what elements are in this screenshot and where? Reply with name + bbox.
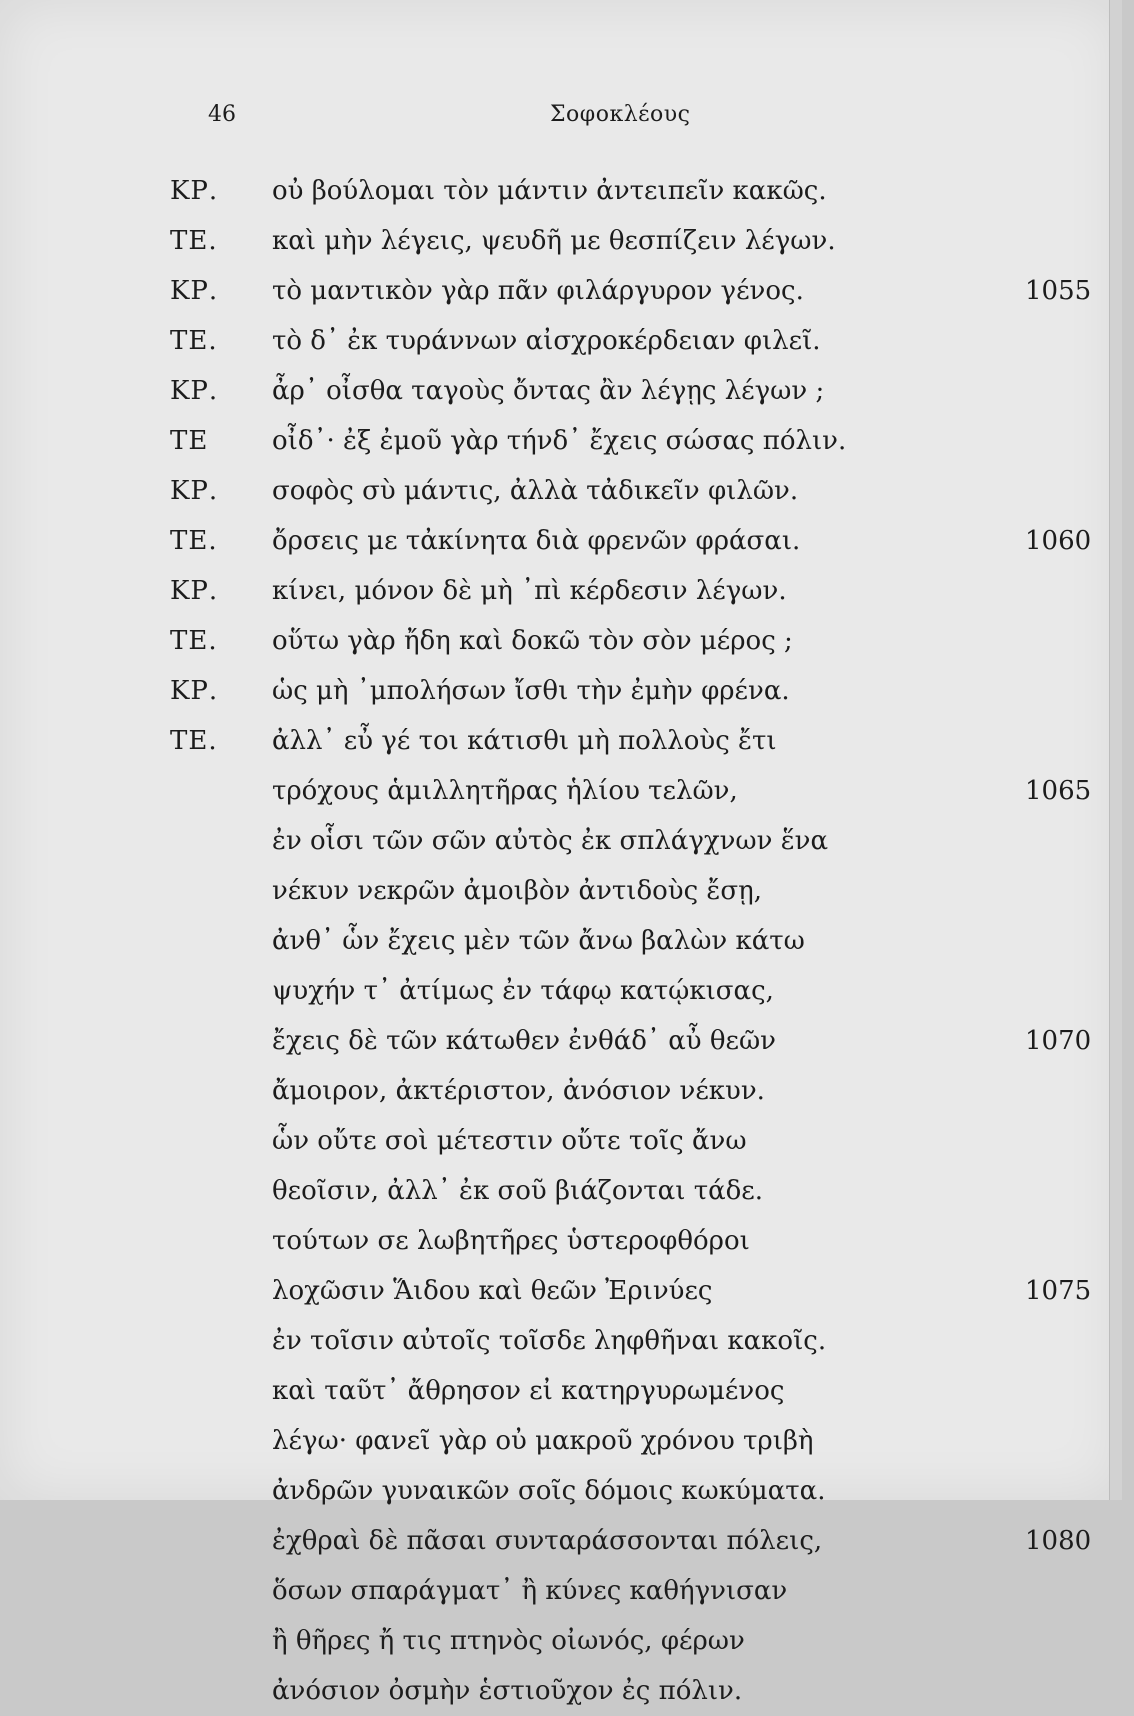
verse-text: ἐν τοῖσιν αὐτοῖς τοῖσδε ληφθῆναι κακοῖς. (272, 1326, 827, 1356)
verse-text: ὡς μὴ ᾿μπολήσων ἴσθι τὴν ἐμὴν φρένα. (272, 676, 790, 706)
speaker-label: ΤΕ. (170, 626, 218, 656)
verse-line (170, 766, 1110, 816)
line-number: 1075 (1025, 1276, 1092, 1306)
speaker-label: ΤΕ. (170, 726, 218, 756)
verse-line (170, 1016, 1110, 1066)
verse-line (170, 1066, 1110, 1116)
verse-text: ὄρσεις με τἀκίνητα διὰ φρενῶν φράσαι. (272, 526, 801, 556)
verse-line (170, 716, 1110, 766)
verse-line (170, 616, 1110, 666)
verse-text: ὅσων σπαράγματ᾿ ἢ κύνες καθήγνισαν (272, 1576, 788, 1606)
verse-line (170, 866, 1110, 916)
verse-line (170, 1616, 1110, 1666)
speaker-label: ΚΡ. (170, 576, 219, 606)
verse-text: λοχῶσιν Ἅιδου καὶ θεῶν Ἐρινύες (272, 1276, 713, 1306)
speaker-label: ΤΕ. (170, 326, 218, 356)
verse-line (170, 1266, 1110, 1316)
verse-text: καὶ μὴν λέγεις, ψευδῆ με θεσπίζειν λέγων. (272, 226, 836, 256)
verse-line (170, 916, 1110, 966)
speaker-label: ΚΡ. (170, 676, 219, 706)
speaker-label: ΚΡ. (170, 176, 219, 206)
line-number: 1070 (1025, 1026, 1092, 1056)
verse-text: τρόχους ἁμιλλητῆρας ἡλίου τελῶν, (272, 776, 738, 806)
verse-text: ἀνθ᾿ ὧν ἔχεις μὲν τῶν ἄνω βαλὼν κάτω (272, 926, 805, 956)
line-number: 1065 (1025, 776, 1092, 806)
verse-text: ἀνόσιον ὀσμὴν ἑστιοῦχον ἐς πόλιν. (272, 1676, 743, 1706)
line-number: 1055 (1025, 276, 1092, 306)
verse-text: τὸ δ᾿ ἐκ τυράννων αἰσχροκέρδειαν φιλεῖ. (272, 326, 821, 356)
speaker-label: ΚΡ. (170, 376, 219, 406)
verse-line (170, 1666, 1110, 1716)
verse-text: οἶδ᾿· ἐξ ἐμοῦ γὰρ τήνδ᾿ ἔχεις σώσας πόλιν. (272, 426, 847, 456)
speaker-label: ΚΡ. (170, 276, 219, 306)
verse-line (170, 816, 1110, 866)
verse-line (170, 366, 1110, 416)
verse-text: ἀνδρῶν γυναικῶν σοῖς δόμοις κωκύματα. (272, 1476, 826, 1506)
line-number: 1080 (1025, 1526, 1092, 1556)
verse-text: οὐ βούλομαι τὸν μάντιν ἀντειπεῖν κακῶς. (272, 176, 827, 206)
page-number: 46 (208, 102, 236, 127)
verse-line (170, 1366, 1110, 1416)
page-header (208, 102, 1038, 136)
verse-line (170, 566, 1110, 616)
verse-text: ἐν οἷσι τῶν σῶν αὐτὸς ἐκ σπλάγχνων ἕνα (272, 826, 829, 856)
page-edge (1109, 0, 1122, 1500)
verse-lines (170, 166, 1110, 1716)
verse-text: τὸ μαντικὸν γὰρ πᾶν φιλάργυρον γένος. (272, 276, 804, 306)
verse-line (170, 466, 1110, 516)
verse-text: τούτων σε λωβητῆρες ὑστεροφθόροι (272, 1226, 750, 1256)
verse-text: ἆρ᾿ οἶσθα ταγοὺς ὄντας ἂν λέγῃς λέγων ; (272, 376, 825, 406)
verse-text: νέκυν νεκρῶν ἀμοιβὸν ἀντιδοὺς ἔσῃ, (272, 876, 762, 906)
verse-text: ἄμοιρον, ἀκτέριστον, ἀνόσιον νέκυν. (272, 1076, 765, 1106)
verse-line (170, 266, 1110, 316)
speaker-label: ΤΕ. (170, 226, 218, 256)
verse-text: ψυχήν τ᾿ ἀτίμως ἐν τάφῳ κατῴκισας, (272, 976, 774, 1006)
verse-line (170, 216, 1110, 266)
verse-text: σοφὸς σὺ μάντις, ἀλλὰ τἀδικεῖν φιλῶν. (272, 476, 799, 506)
verse-line (170, 1566, 1110, 1616)
verse-text: λέγω· φανεῖ γὰρ οὐ μακροῦ χρόνου τριβὴ (272, 1426, 814, 1456)
speaker-label: ΚΡ. (170, 476, 219, 506)
verse-line (170, 1416, 1110, 1466)
verse-line (170, 166, 1110, 216)
verse-text: ἢ θῆρες ἤ τις πτηνὸς οἰωνός, φέρων (272, 1626, 745, 1656)
verse-text: θεοῖσιν, ἀλλ᾿ ἐκ σοῦ βιάζονται τάδε. (272, 1176, 764, 1206)
verse-line (170, 1116, 1110, 1166)
speaker-label: ΤΕ (170, 426, 209, 456)
verse-line (170, 416, 1110, 466)
speaker-label: ΤΕ. (170, 526, 218, 556)
running-title: Σοφοκλέους (550, 102, 691, 127)
verse-text: καὶ ταῦτ᾿ ἄθρησον εἰ κατηργυρωμένος (272, 1376, 785, 1406)
verse-line (170, 966, 1110, 1016)
verse-line (170, 1166, 1110, 1216)
verse-text: κίνει, μόνον δὲ μὴ ᾿πὶ κέρδεσιν λέγων. (272, 576, 787, 606)
verse-text: ἐχθραὶ δὲ πᾶσαι συνταράσσονται πόλεις, (272, 1526, 823, 1556)
verse-line (170, 316, 1110, 366)
verse-line (170, 666, 1110, 716)
verse-text: οὕτω γὰρ ἤδη καὶ δοκῶ τὸν σὸν μέρος ; (272, 626, 793, 656)
verse-line (170, 1216, 1110, 1266)
verse-text: ὧν οὔτε σοὶ μέτεστιν οὔτε τοῖς ἄνω (272, 1126, 747, 1156)
verse-text: ἔχεις δὲ τῶν κάτωθεν ἐνθάδ᾿ αὖ θεῶν (272, 1026, 776, 1056)
line-number: 1060 (1025, 526, 1092, 556)
verse-line (170, 516, 1110, 566)
verse-line (170, 1316, 1110, 1366)
verse-text: ἀλλ᾿ εὖ γέ τοι κάτισθι μὴ πολλοὺς ἔτι (272, 726, 777, 756)
verse-line (170, 1516, 1110, 1566)
verse-line (170, 1466, 1110, 1516)
